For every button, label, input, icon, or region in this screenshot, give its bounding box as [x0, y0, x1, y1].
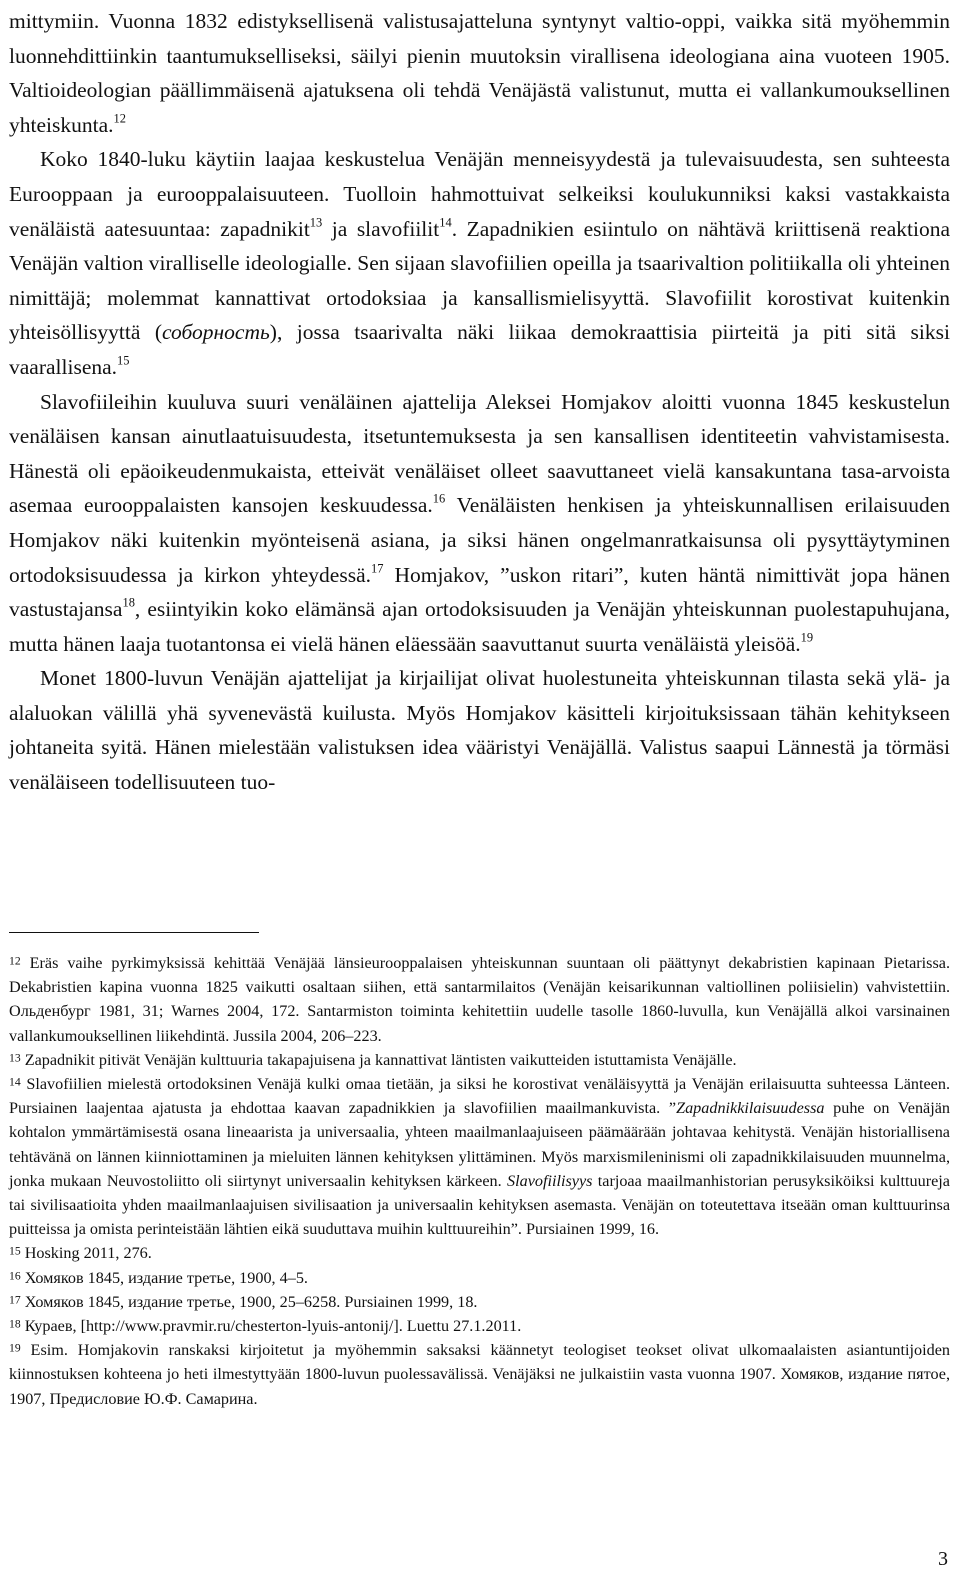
footnote: $^{12}$ Eräs vaihe pyrkimyksissä kehittää Venäjää länsieurooppalaisen yhteiskunnan suuntaan oli päättynyt dekabristien kapinaan Pietarissa. Dekabristien kapina vuonna 1825 vaikutti osaltaan siihen, että santarmilaitos (Venäjän keisarikunnan valtiollinen poliisielin) vahvistettiin. Ольденбург 1981, 31; Warnes 2004, 172. Santarmiston toiminta kehitettiin uudelle tasolle 1860-luvulla, kun Venäjällä alkoi varsinainen vallankumouksellinen liikehdintä. Jussila 2004, 206–223. [9, 954, 950, 1045]
footnote-divider [9, 932, 259, 933]
footnote: $^{14}$ Slavofiilien mielestä ortodoksinen Venäjä kulki omaa tietään, ja siksi he korostivat venäläisyyttä ja Venäjän erilaisuutta suhteessa Länteen. Pursiainen laajentaa ajatusta ja ehdottaa kaavan zapadnikkien ja slavofiilien maailmankuvista. ”Zapadnikkilaisuudessa puhe on Venäjän kohtalon ymmärtämisestä osana lineaarista ja universaalia, yhteen maailmanlaajuiseen päämäärään johtavaa kehitystä. Venäjän historiallisena tehtävänä on lännen kiinniottaminen ja mieluiten lännen kehityksen ylittäminen. Myös marxismileninismi oli zapadnikkilaisuuden muunnelma, jonka mukaan Neuvostoliitto oli siirtynyt universaalin kehityksen kärkeen. Slavofiilisyys tarjoaa maailmanhistorian perusyksiköiksi kulttuureja tai sivilisaatioita yhden maailmanlaajuisen sivilisaation ja universaalin kehityksen asemasta. Venäjän on toteutettava itseään oman kulttuurinsa puitteissa ja omista perinteistään lähtien eikä suuduttava muihin kulttuureihin”. Pursiainen 1999, 16. [9, 1075, 951, 1239]
footnote: $^{16}$ Хомяков 1845, издание третье, 1900, 4–5. [9, 1268, 308, 1287]
footnote-number: 18 [9, 1317, 21, 1331]
footnote: $^{18}$ Кураев, [http://www.pravmir.ru/chesterton-lyuis-antonij/]. Luettu 27.1.2011. [9, 1317, 522, 1336]
footnote-ref[interactable]: 12 [113, 111, 126, 126]
main-text [9, 4, 950, 800]
footnote: $^{19}$ Esim. Homjakovin ranskaksi kirjoitetut ja myöhemmin saksaksi käännetyt teologiset teokset olivat ulkomaalaisten asiantuntijoiden kiinnostuksen kohteena jo heti ilmestyttyään 1800-luvun puolessavälissä. Venäjäksi ne julkaistiin vasta vuonna 1907. Хомяков, издание пятое, 1907, Предисловие Ю.Ф. Самарина. [9, 1341, 950, 1408]
footnote: $^{17}$ Хомяков 1845, издание третье, 1900, 25–6258. Pursiainen 1999, 18. [9, 1292, 478, 1311]
paragraph: mittymiin. Vuonna 1832 edistyksellisenä valistusajatteluna syntynyt valtio-oppi, vaikka sitä myöhemmin luonnehdittiinkin taantumukselliseksi, säilyi pienin muutoksin virallisena ideologiana aina vuoteen 1905. Valtioideologian päällimmäisenä ajatuksena oli tehdä Venäjästä valistunut, mutta ei vallankumouksellinen yhteiskunta.$^{12}$ [9, 9, 950, 137]
paragraph: Slavofiileihin kuuluva suuri venäläinen ajattelija Aleksei Homjakov aloitti vuonna 1845 keskustelun venäläisen kansan ainutlaatuisuudesta, itsetuntemuksesta ja sen kansallisen identiteetin vahvistamisesta. Hänestä oli epäoikeudenmukaista, etteivät venäläiset olleet saavuttaneet vielä kansakuntana tasa-arvoista asemaa eurooppalaisten kansojen keskuudessa.$^{16}$ Venäläisten henkisen ja yhteiskunnallisen erilaisuuden Homjakov näki kuitenkin myönteisenä asiana, ja siksi hänen ongelmanratkaisunsa oli pysyttäytyminen ortodoksisuudessa ja kirkon yhteydessä.$^{17}$ Homjakov, ”uskon ritari”, kuten häntä nimittivät jopa hänen vastustajansa$^{18}$, esiintyikin koko elämänsä ajan ortodoksisuuden ja Venäjän yhteiskunnan puolestapuhujana, mutta hänen laaja tuotantonsa ei vielä hänen eläessään saavuttanut suurta venäläistä yleisöä.$^{19}$ [9, 389, 950, 656]
footnote-number: 14 [9, 1075, 21, 1089]
footnote-ref[interactable]: 18 [122, 595, 135, 610]
footnote-number: 19 [9, 1341, 21, 1355]
italic-term: Slavofiilisyys [507, 1171, 593, 1190]
page-number: 3 [938, 1548, 948, 1570]
footnote-ref[interactable]: 15 [117, 353, 130, 368]
footnote-number: 16 [9, 1269, 21, 1283]
footnote: $^{13}$ Zapadnikit pitivät Venäjän kulttuuria takapajuisena ja kannattivat läntisten vaikutteiden istuttamista Venäjälle. [9, 1050, 737, 1069]
footnote-number: 15 [9, 1244, 21, 1258]
footnote-number: 17 [9, 1293, 21, 1307]
footnote-ref[interactable]: 19 [800, 630, 814, 645]
footnote-ref[interactable]: 14 [439, 215, 452, 230]
paragraph: Monet 1800-luvun Venäjän ajattelijat ja kirjailijat olivat huolestuneita yhteiskunnan tilasta sekä ylä- ja alaluokan välillä yhä syvenevästä kuilusta. Myös Homjakov käsitteli kirjoituksissaan tähän kehitykseen johtaneita syitä. Hänen mielestään valistuksen idea vääristyi Venäjällä. Valistus saapui Lännestä ja törmäsi venäläiseen todellisuuteen tuo- [9, 666, 950, 795]
footnotes [9, 951, 950, 1411]
footnote-ref[interactable]: 13 [309, 215, 323, 230]
footnote-ref[interactable]: 16 [432, 491, 446, 506]
italic-term: соборность [162, 320, 270, 345]
italic-term: Zapadnikkilaisuudessa [676, 1099, 825, 1118]
paragraph: Koko 1840-luku käytiin laajaa keskustelua Venäjän menneisyydestä ja tulevaisuudesta, sen suhteesta Eurooppaan ja eurooppalaisuuteen. Tuolloin hahmottuivat selkeiksi koulukunniksi kaksi vastakkaista venäläistä aatesuuntaa: zapadnikit$^{13}$ ja slavofiilit$^{14}$. Zapadnikien esiintulo on nähtävä kriittisenä reaktiona Venäjän valtion viralliselle ideologialle. Sen sijaan slavofiilien opeilla ja tsaarivaltion politiikalla oli yhteinen nimittäjä; molemmat kannattivat ortodoksiaa ja kansallismielisyyttä. Slavofiilit korostivat kuitenkin yhteisöllisyyttä (соборность), jossa tsaarivalta näki liikaa demokraattisia piirteitä ja piti sitä siksi vaarallisena.$^{15}$ [9, 147, 950, 379]
footnote-number: 12 [9, 954, 21, 968]
footnote: $^{15}$ Hosking 2011, 276. [9, 1244, 152, 1263]
footnote-ref[interactable]: 17 [370, 561, 384, 576]
footnote-number: 13 [9, 1051, 21, 1065]
